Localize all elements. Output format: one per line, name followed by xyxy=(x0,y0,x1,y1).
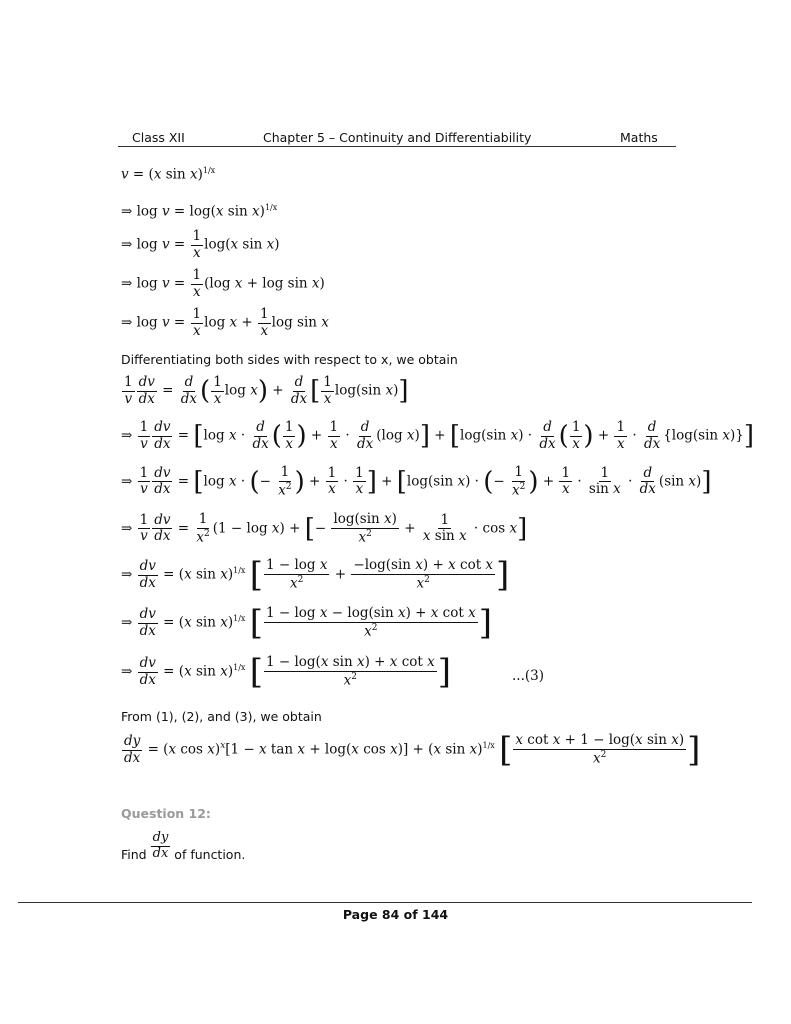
equation-log-v-4: ⇒ log v = $\frac{1}{x}$ log x + $\frac{1}{x}$ log sin x xyxy=(121,306,329,339)
equation-v-def: v = (x sin x)$^{1/x}$ xyxy=(121,166,216,183)
equation-diff-5: ⇒ $\frac{dv}{dx}$ = (x sin x)$^{1/x}$ [ $\frac{\text{1 − log x}}{x^2}$ + $\frac{\text{−log(sin x) + x cot x}}{x^2}$ ] xyxy=(121,555,510,595)
find-prefix: Find xyxy=(121,846,147,862)
equation-diff-2: ⇒ $\frac{1}{v}$ $\frac{dv}{dx}$ = [log x · $\frac{d}{dx}$ ( $\frac{1}{x}$ ) + $\frac{1}{x}$ · $\frac{d}{dx}$ (log x)] + [log(sin x) · $\frac{d}{dx}$ ( $\frac{1}{x}$ ) + $\frac{1}{x}$ · $\frac{d}{dx}$ {log(sin x)}] xyxy=(121,419,755,452)
page-number: Page 84 of 144 xyxy=(342,907,449,922)
equation-diff-4: ⇒ $\frac{1}{v}$ $\frac{dv}{dx}$ = $\frac{1}{x^2}$ (1 − log x) + [− $\frac{\text{log(sin x)}}{x^2}$ + $\frac{1}{\text{x sin x}}$ · cos x] xyxy=(121,511,528,546)
equation-diff-3: ⇒ $\frac{1}{v}$ $\frac{dv}{dx}$ = [log x · (− $\frac{1}{x^2}$ ) + $\frac{1}{x}$ · $\frac{1}{x}$ ] + [log(sin x) · (− $\frac{1}{x^2}$ ) + $\frac{1}{x}$ · $\frac{1}{\text{sin x}}$ · $\frac{d}{dx}$ (sin x)] xyxy=(121,464,712,499)
header-class: Class XII xyxy=(132,130,185,145)
equation-log-v-2: ⇒ log v = $\frac{1}{x}$ log(x sin x) xyxy=(121,228,280,261)
header-subject: Maths xyxy=(620,130,658,145)
find-suffix: of function. xyxy=(174,846,246,862)
equation-log-v-3: ⇒ log v = $\frac{1}{x}$ (log x + log sin x) xyxy=(121,267,325,300)
equation-final-result: $\frac{dy}{dx}$ = (x cos x)$^x$[1 − x tan x + log(x cos x)] + (x sin x)$^{1/x}$ [ $\frac{\text{x cot x + 1 − log(x sin x)}}{x^2}$ ] xyxy=(124,730,701,770)
question-text xyxy=(121,831,245,862)
footer-rule xyxy=(18,902,752,903)
question-label: Question 12: xyxy=(121,806,211,821)
equation-reference: ...(3) xyxy=(512,668,544,684)
equation-log-v: ⇒ log v = log(x sin x)$^{1/x}$ xyxy=(121,203,278,220)
equation-diff-7: ⇒ $\frac{dv}{dx}$ = (x sin x)$^{1/x}$ [ $\frac{\text{1 − log(x sin x) + x cot x}}{x^2}$ ] xyxy=(121,652,451,692)
header-chapter: Chapter 5 – Continuity and Differentiability xyxy=(263,130,532,145)
dy-dx-fraction: $\frac{dy}{dx}$ xyxy=(152,830,169,861)
header-rule xyxy=(118,146,676,147)
equation-diff-1: $\frac{1}{v}$ $\frac{dv}{dx}$ = $\frac{d}{dx}$ ( $\frac{1}{x}$ log x) + $\frac{d}{dx}$ [ $\frac{1}{x}$ log(sin x)] xyxy=(124,374,409,407)
text-differentiating: Differentiating both sides with respect to x, we obtain xyxy=(121,352,458,367)
text-from-statement: From (1), (2), and (3), we obtain xyxy=(121,709,322,724)
equation-diff-6: ⇒ $\frac{dv}{dx}$ = (x sin x)$^{1/x}$ [ $\frac{\text{1 − log x − log(sin x) + x cot x}}{x^2}$ ] xyxy=(121,603,492,643)
